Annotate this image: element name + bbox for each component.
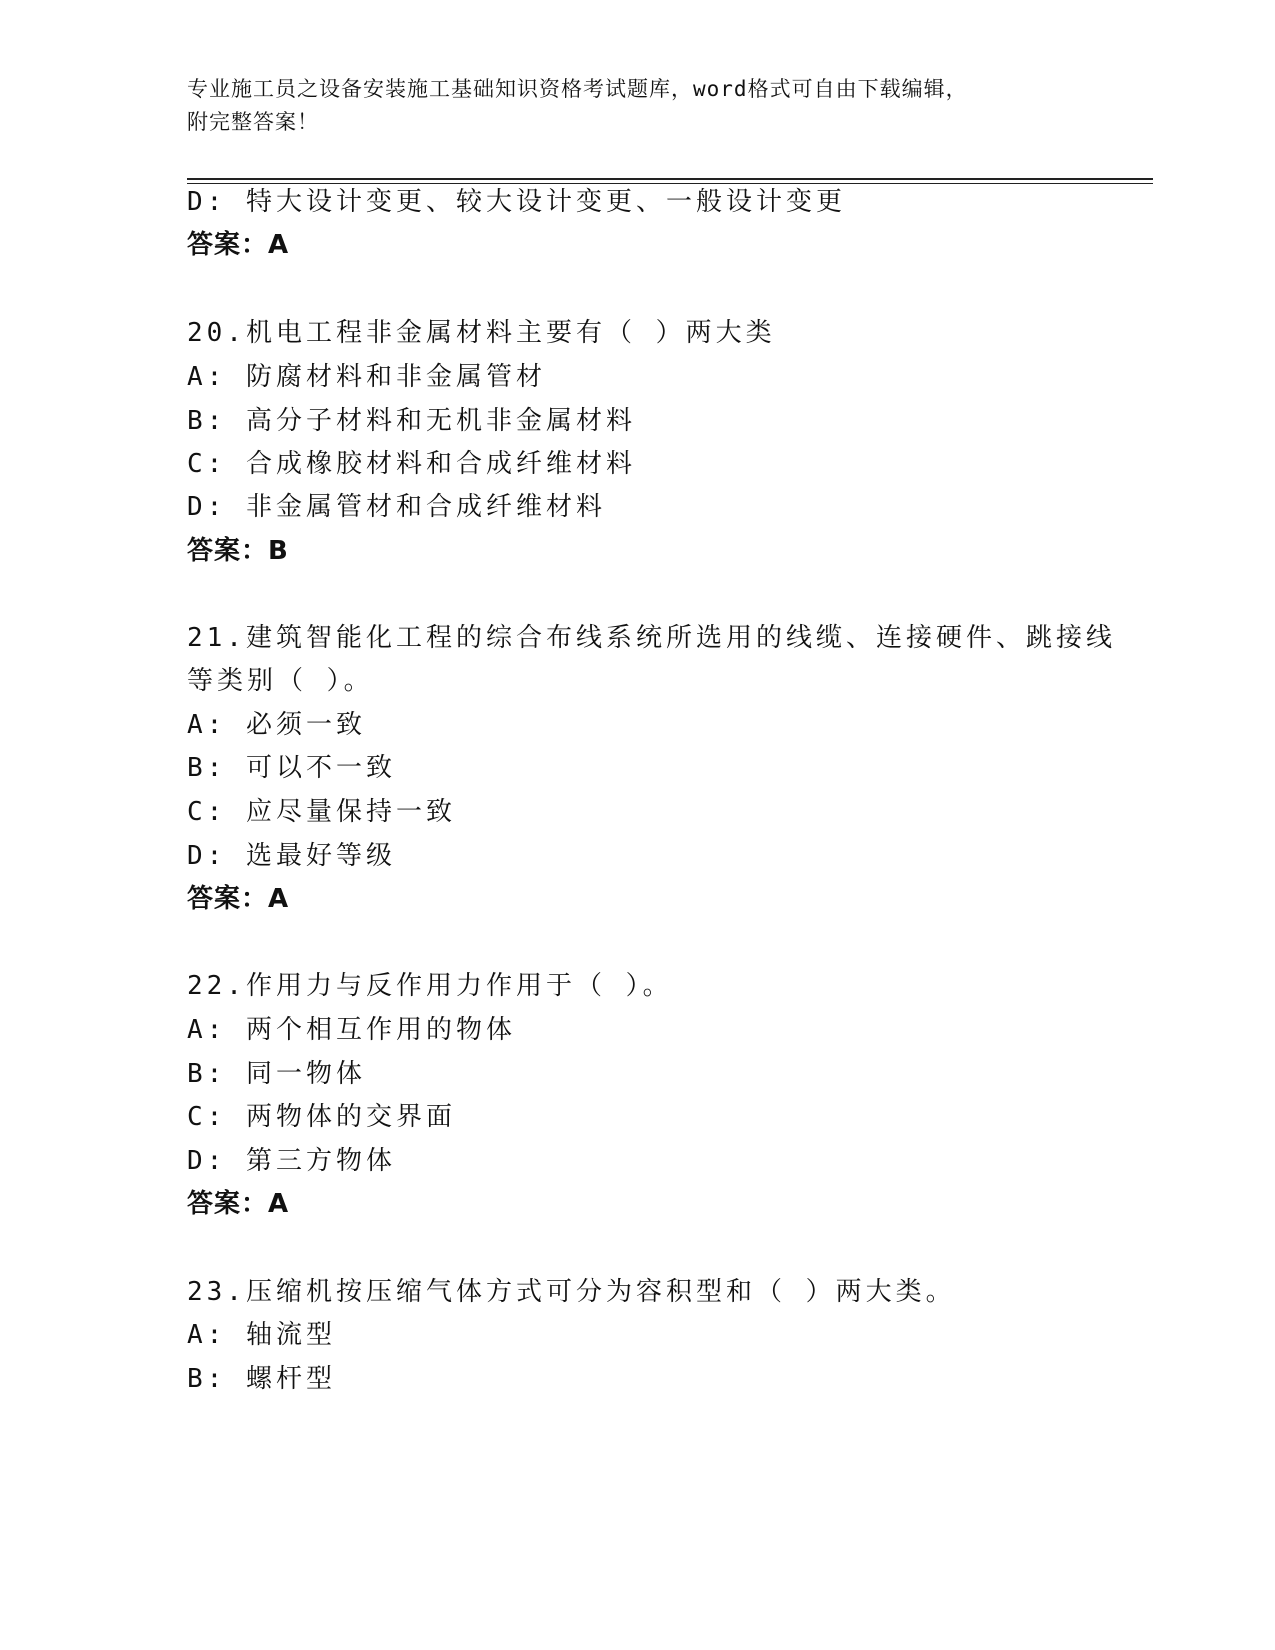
q23-option-a: A: 轴流型 — [187, 1320, 336, 1350]
q22-option-b: B: 同一物体 — [187, 1059, 366, 1089]
q23-option-b: B: 螺杆型 — [187, 1364, 336, 1394]
q21-option-c: C: 应尽量保持一致 — [187, 797, 456, 827]
q21-stem-line-1: 21.建筑智能化工程的综合布线系统所选用的线缆、连接硬件、跳接线 — [187, 623, 1116, 653]
q19-answer: 答案：A — [187, 230, 290, 260]
q20-option-a: A: 防腐材料和非金属管材 — [187, 362, 546, 392]
q22-option-d: D: 第三方物体 — [187, 1146, 396, 1176]
document-header — [187, 73, 1087, 139]
q21-stem-line-2: 等类别（ ）。 — [187, 666, 374, 696]
q21-option-a: A: 必须一致 — [187, 710, 366, 740]
q20-stem: 20.机电工程非金属材料主要有（ ）两大类 — [187, 318, 776, 348]
q22-stem: 22.作用力与反作用力作用于（ ）。 — [187, 971, 673, 1001]
q20-option-b: B: 高分子材料和无机非金属材料 — [187, 406, 636, 436]
q22-option-c: C: 两物体的交界面 — [187, 1102, 456, 1132]
q20-option-d: D: 非金属管材和合成纤维材料 — [187, 492, 606, 522]
q22-answer: 答案：A — [187, 1189, 290, 1219]
q21-answer: 答案：A — [187, 884, 290, 914]
header-divider-thick — [187, 178, 1153, 180]
q23-stem: 23.压缩机按压缩气体方式可分为容积型和（ ）两大类。 — [187, 1277, 956, 1307]
header-line-1: 专业施工员之设备安装施工基础知识资格考试题库，word格式可自由下载编辑， — [187, 77, 968, 101]
header-divider-thin — [187, 183, 1153, 184]
q19-option-d: D: 特大设计变更、较大设计变更、一般设计变更 — [187, 187, 846, 217]
q20-option-c: C: 合成橡胶材料和合成纤维材料 — [187, 449, 636, 479]
q22-option-a: A: 两个相互作用的物体 — [187, 1015, 516, 1045]
q21-option-d: D: 选最好等级 — [187, 841, 396, 871]
q20-answer: 答案：B — [187, 536, 289, 566]
q21-option-b: B: 可以不一致 — [187, 753, 396, 783]
header-line-2: 附完整答案！ — [187, 110, 319, 134]
